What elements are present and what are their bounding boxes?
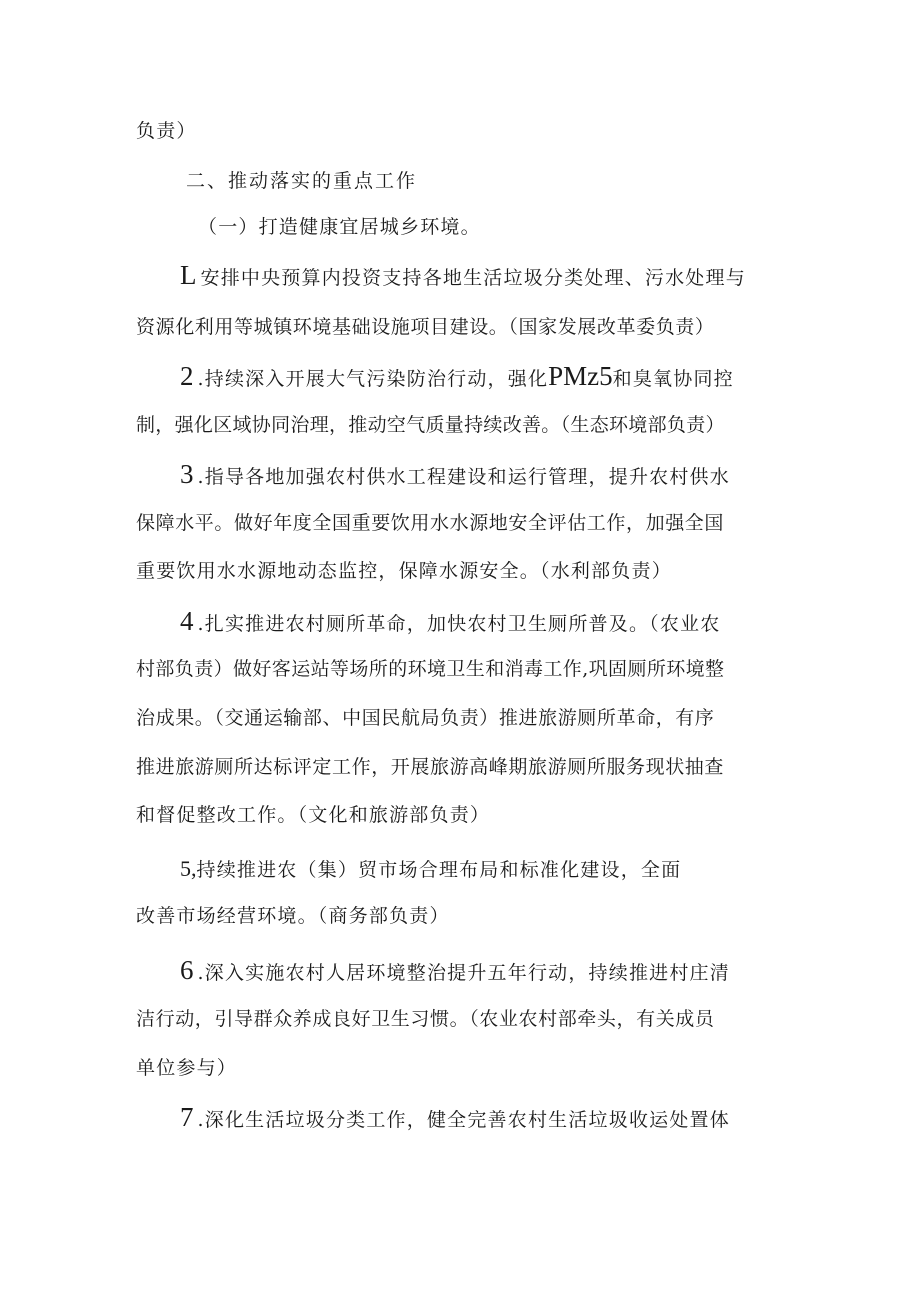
item-number: 2 — [180, 361, 194, 391]
section-heading: 二、推动落实的重点工作 — [186, 170, 418, 192]
item-number: 3 — [180, 459, 194, 489]
paragraph-4-line-2: 村部负责）做好客运站等场所的环境卫生和消毒工作,巩固厕所环境整 — [136, 658, 725, 680]
paragraph-5-line-1 — [180, 856, 681, 883]
paragraph-1-line-2: 资源化利用等城镇环境基础设施项目建设。（国家发展改革委负责） — [136, 316, 715, 338]
paragraph-4-line-5: 和督促整改工作。（文化和旅游部负责） — [136, 804, 491, 826]
paragraph-1-line-1 — [180, 262, 746, 291]
text-span: .扎实推进农村厕所革命，加快农村卫生厕所普及。（农业农 — [197, 613, 721, 635]
item-number: 4 — [180, 606, 194, 636]
paragraph-2-line-1 — [180, 363, 734, 392]
text-span: 安排中央预算内投资支持各地生活垃圾分类处理、污水处理与 — [200, 267, 746, 289]
text-span: 持续推进农（集）贸市场合理布局和标准化建设，全面 — [196, 859, 682, 881]
text-span: .深入实施农村人居环境整治提升五年行动，持续推进村庄清 — [197, 962, 730, 984]
paragraph-6-line-3: 单位参与） — [136, 1057, 238, 1079]
paragraph-2-line-2: 制，强化区域协同治理，推动空气质量持续改善。（生态环境部负责） — [136, 414, 725, 436]
paragraph-4-line-1 — [180, 608, 720, 637]
paragraph-3-line-2: 保障水平。做好年度全国重要饮用水水源地安全评估工作，加强全国 — [136, 512, 725, 534]
paragraph-7-line-1 — [180, 1104, 730, 1133]
paragraph-6-line-2: 洁行动，引导群众养成良好卫生习惯。（农业农村部牵头，有关成员 — [136, 1008, 715, 1030]
text-span: .持续深入开展大气污染防治行动，强化 — [197, 368, 549, 390]
text-span: .指导各地加强农村供水工程建设和运行管理，提升农村供水 — [197, 466, 730, 488]
text-line: 负责） — [136, 120, 197, 142]
item-number: 5, — [180, 856, 197, 881]
item-number: 6 — [180, 955, 194, 985]
paragraph-3-line-1 — [180, 461, 730, 490]
paragraph-6-line-1 — [180, 957, 730, 986]
item-number: L — [180, 260, 197, 290]
item-number: 7 — [180, 1102, 194, 1132]
paragraph-4-line-3: 治成果。（交通运输部、中国民航局负责）推进旅游厕所革命，有序 — [136, 707, 715, 729]
subsection-heading: （一）打造健康宜居城乡环境。 — [198, 216, 481, 238]
pollutant-term: PMz5 — [548, 361, 613, 391]
text-span: .深化生活垃圾分类工作，健全完善农村生活垃圾收运处置体 — [197, 1109, 730, 1131]
paragraph-4-line-4: 推进旅游厕所达标评定工作，开展旅游高峰期旅游厕所服务现状抽查 — [136, 756, 725, 778]
paragraph-3-line-3: 重要饮用水水源地动态监控，保障水源安全。（水利部负责） — [136, 560, 672, 582]
paragraph-5-line-2: 改善市场经营环境。（商务部负责） — [136, 905, 450, 927]
text-span: 和臭氧协同控 — [612, 368, 734, 390]
